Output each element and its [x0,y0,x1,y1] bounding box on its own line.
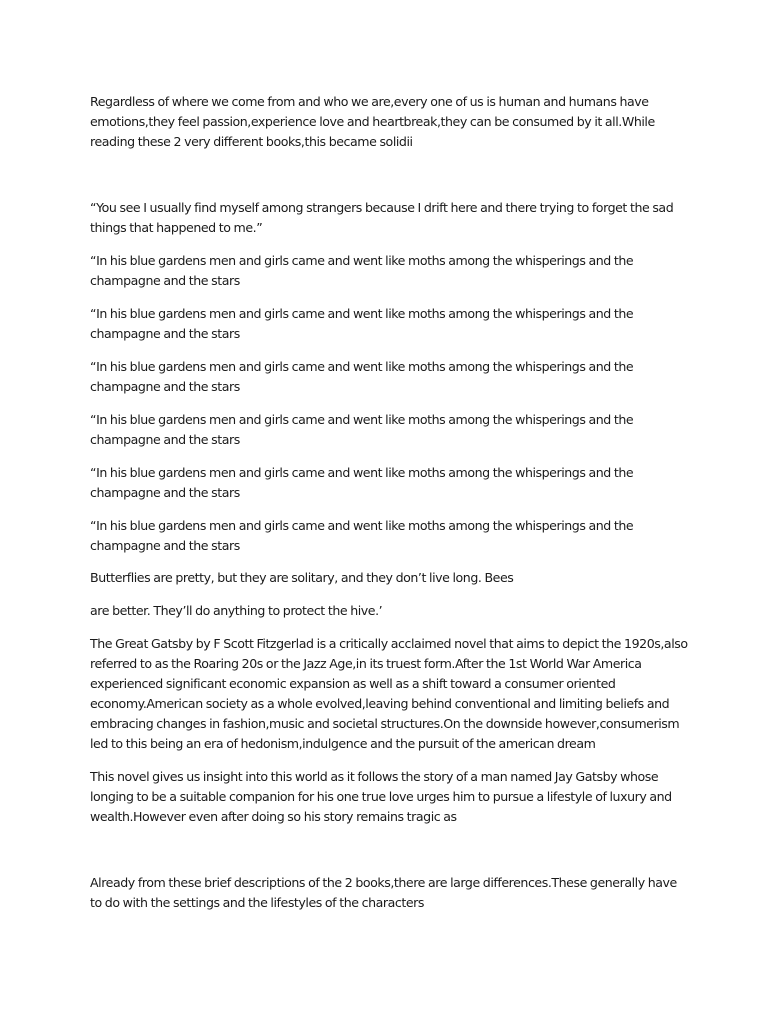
quote-blue-gardens: “In his blue gardens men and girls came and went like moths among the whisperings and the champagne and the stars [90,465,634,500]
paragraph-novel-insight: This novel gives us insight into this world as it follows the story of a man named Jay Gatsby whose longing to be a suitable companion for his one true love urges him to pursue a lifestyle of luxury and wealth.However even after doing so his story remains tragic as [90,769,672,824]
quote-blue-gardens: “In his blue gardens men and girls came and went like moths among the whisperings and the champagne and the stars [90,359,634,394]
paragraph-great-gatsby: The Great Gatsby by F Scott Fitzgerlad is a critically acclaimed novel that aims to depict the 1920s,also referred to as the Roaring 20s or the Jazz Age,in its truest form.After the 1st World War America experienced significant economic expansion as well as a shift toward a consumer oriented economy.American society as a whole evolved,leaving behind conventional and limiting beliefs and embracing changes in fashion,music and societal structures.On the downside however,consumerism led to this being an era of hedonism,indulgence and the pursuit of the american dream [90,636,688,751]
quote-blue-gardens: “In his blue gardens men and girls came and went like moths among the whisperings and the champagne and the stars [90,518,634,553]
quote-butterflies: Butterflies are pretty, but they are solitary, and they don’t live long. Bees [90,570,514,585]
quote-bees: are better. They’ll do anything to protect the hive.’ [90,603,383,618]
quote-blue-gardens: “In his blue gardens men and girls came and went like moths among the whisperings and the champagne and the stars [90,306,634,341]
paragraph-differences: Already from these brief descriptions of the 2 books,there are large differences.These generally have to do with the settings and the lifestyles of the characters [90,875,677,910]
paragraph-intro: Regardless of where we come from and who we are,every one of us is human and humans have emotions,they feel passion,experience love and heartbreak,they can be consumed by it all.While reading these 2 very different books,this became solidii [90,94,655,149]
quote-blue-gardens: “In his blue gardens men and girls came and went like moths among the whisperings and the champagne and the stars [90,412,634,447]
quote-strangers: “You see I usually find myself among strangers because I drift here and there trying to forget the sad things that happened to me.” [90,200,674,235]
quote-blue-gardens: “In his blue gardens men and girls came and went like moths among the whisperings and the champagne and the stars [90,253,634,288]
